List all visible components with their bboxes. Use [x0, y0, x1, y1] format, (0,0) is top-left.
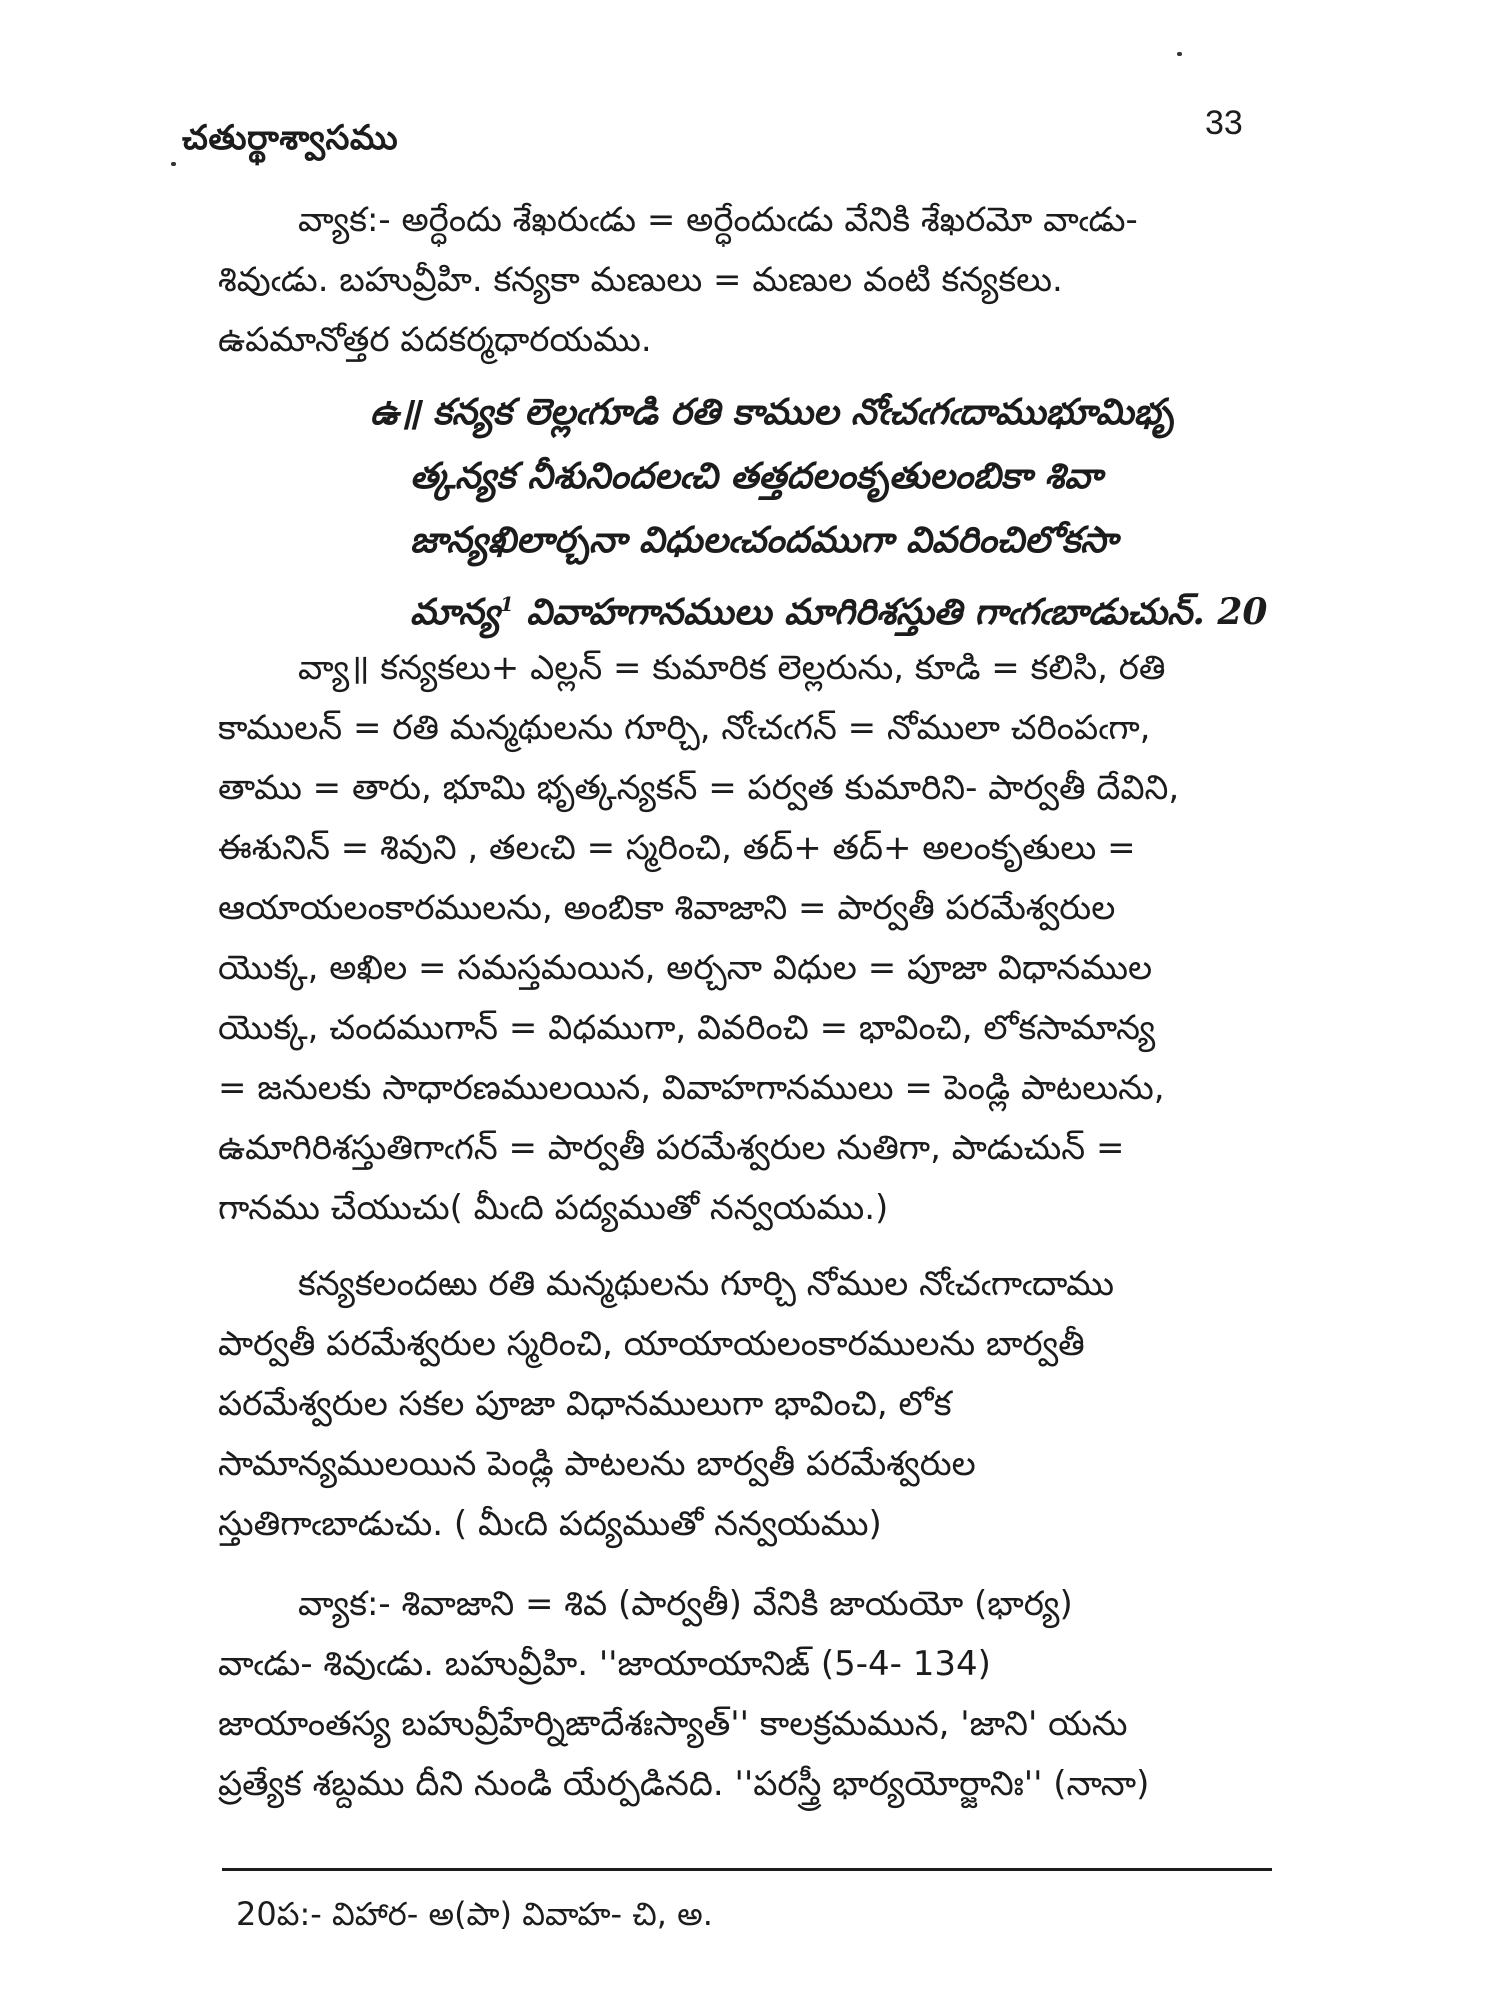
verse-line: జాన్యఖిలార్చనా విధులఁచందముగా వివరించిలోకసా [410, 519, 1118, 561]
text-line: జాయాంతస్య బహువ్రీహేర్నిఙాదేశఃస్యాత్'' కాలక్రమమున, 'జాని' యను [218, 1704, 1128, 1744]
text-line: వ్యా॥ కన్యకలు+ ఎల్లన్ = కుమారిక లెల్లరును, కూడి = కలిసి, రతి [298, 648, 1166, 688]
text-line: ఈశునిన్ = శివుని , తలఁచి = స్మరించి, తద్+ తద్+ అలంకృతులు = [218, 828, 1136, 868]
text-line: పరమేశ్వరుల సకల పూజా విధానములుగా భావించి, లోక [218, 1384, 952, 1424]
text-line: వ్యాక:- అర్ధేందు శేఖరుఁడు = అర్ధేందుఁడు వేనికి శేఖరమో వాఁడు- [298, 200, 1138, 240]
text-line: ప్రత్యేక శబ్దము దీని నుండి యేర్పడినది. ''పరస్త్రీ భార్యయోర్జానిః'' (నానా) [218, 1764, 1150, 1804]
verse-line: ఉ॥ కన్యక లెల్లఁగూడి రతి కాముల నోఁచఁగఁదాముభూమిభృ [370, 391, 1174, 433]
text-line: తాము = తారు, భూమి భృత్కన్యకన్ = పర్వత కుమారిని- పార్వతీ దేవిని, [218, 768, 1180, 808]
grammar-note-1 [218, 190, 1268, 370]
text-line: గానము చేయుచు( మీఁది పద్యముతో నన్వయము.) [218, 1188, 889, 1228]
prose-summary [218, 1254, 1268, 1554]
word-by-word-meaning [218, 638, 1268, 1238]
text-line: వ్యాక:- శివాజాని = శివ (పార్వతీ) వేనికి జాయయో (భార్య) [298, 1584, 1073, 1624]
text-line: కన్యకలందఱు రతి మన్మథులను గూర్చి నోముల నోఁచఁగాఁదాము [298, 1264, 1115, 1304]
print-speck [171, 162, 176, 166]
footnote-divider [222, 1868, 1272, 1871]
print-speck [1177, 52, 1182, 56]
text-line: సామాన్యములయిన పెండ్లి పాటలను బార్వతీ పరమేశ్వరుల [218, 1444, 976, 1484]
text-line: వాఁడు- శివుఁడు. బహువ్రీహి. ''జాయాయానిఙ్ (5-4- 134) [218, 1644, 991, 1684]
footnote-mark: 1 [499, 592, 514, 616]
text-line: పార్వతీ పరమేశ్వరుల స్మరించి, యాయాయలంకారములను బార్వతీ [218, 1324, 1085, 1364]
verse-line-start: మాన్య [410, 591, 500, 633]
text-line: = జనులకు సాధారణములయిన, వివాహగానములు = పెండ్లి పాటలును, [218, 1068, 1165, 1108]
text-line: ఉపమానోత్తర పదకర్మధారయము. [218, 320, 652, 360]
text-line: కాములన్ = రతి మన్మథులను గూర్చి, నోఁచఁగన్ = నోములా చరింపఁగా, [218, 708, 1151, 748]
text-line: స్తుతిగాఁబాడుచు. ( మీఁది పద్యముతో నన్వయము) [218, 1504, 882, 1544]
text-line: ఉమాగిరిశస్తుతిగాఁగన్ = పార్వతీ పరమేశ్వరుల నుతిగా, పాడుచున్ = [218, 1128, 1125, 1168]
text-line: యొక్క, చందముగాన్ = విధముగా, వివరించి = భావించి, లోకసామాన్య [218, 1008, 1156, 1048]
text-line: శివుఁడు. బహువ్రీహి. కన్యకా మణులు = మణుల వంటి కన్యకలు. [218, 260, 1063, 300]
verse-line-last [370, 572, 1270, 644]
page-header-title: చతుర్థాశ్వాసము [182, 118, 399, 158]
verse-line-end: వివాహగానములు మాగిరిశస్తుతి గాఁగఁబాడుచున్. 20 [526, 591, 1268, 633]
page-number: 33 [1205, 104, 1243, 142]
text-line: ఆయాయలంకారములను, అంబికా శివాజాని = పార్వతీ పరమేశ్వరుల [218, 888, 1116, 928]
grammar-note-2 [218, 1574, 1268, 1814]
text-line: యొక్క, అఖిల = సమస్తమయిన, అర్చనా విధుల = పూజా విధానముల [218, 948, 1153, 988]
verse-line: త్కన్యక నీశునిందలఁచి తత్తదలంకృతులంబికా శివా [410, 455, 1103, 497]
verse-block [370, 380, 1270, 644]
footnote: 20ప:- విహార- అ(పా) వివాహ- చి, అ. [236, 1895, 713, 1933]
